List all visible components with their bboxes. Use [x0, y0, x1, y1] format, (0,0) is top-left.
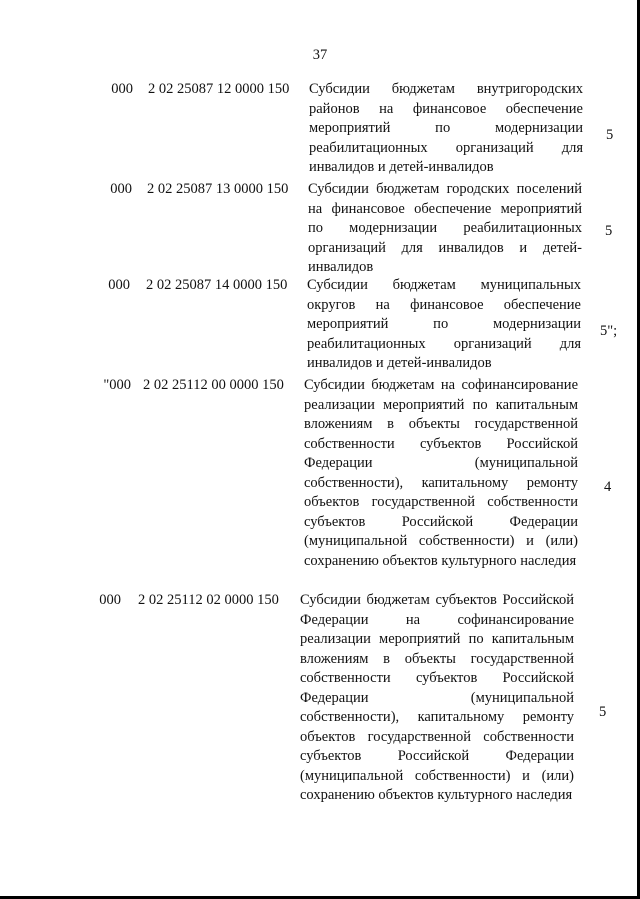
- value: 5: [606, 127, 614, 143]
- page-number: 37: [312, 47, 328, 63]
- admin-code: 000: [108, 277, 130, 293]
- kbk-code: 2 02 25112 00 0000 150: [143, 377, 284, 393]
- value: 4: [604, 479, 612, 495]
- kbk-code: 2 02 25112 02 0000 150: [138, 592, 279, 608]
- admin-code: 000: [99, 592, 121, 608]
- value: 5";: [600, 323, 618, 339]
- kbk-code: 2 02 25087 13 0000 150: [147, 181, 289, 197]
- admin-code: 000: [111, 81, 133, 97]
- income-name: Субсидии бюджетам субъектов Российской Федерации на софинансирование реализации мероприятий по капитальным вложениям в объекты государственной собственности субъектов Российской Федерации (муниципальной собственности), капитальному ремонту объектов государственной собственности субъектов Российской Федерации (муниципальной собственности) и (или) сохранению объектов культурного наследия: [300, 592, 574, 803]
- admin-code: "000: [103, 377, 131, 393]
- income-name: Субсидии бюджетам внутригородских районов на финансовое обеспечение мероприятий по модернизации реабилитационных организаций для инвалидов и детей-инвалидов: [309, 81, 583, 175]
- value: 5: [599, 704, 607, 720]
- income-name: Субсидии бюджетам городских поселений на финансовое обеспечение мероприятий по модернизации реабилитационных организаций для инвалидов и детей-инвалидов: [308, 181, 582, 275]
- kbk-code: 2 02 25087 14 0000 150: [146, 277, 288, 293]
- admin-code: 000: [110, 181, 132, 197]
- income-name: Субсидии бюджетам муниципальных округов на финансовое обеспечение мероприятий по модернизации реабилитационных организаций для инвалидов и детей-инвалидов: [307, 277, 581, 371]
- value: 5: [605, 223, 613, 239]
- kbk-code: 2 02 25087 12 0000 150: [148, 81, 290, 97]
- income-name: Субсидии бюджетам на софинансирование реализации мероприятий по капитальным вложениям в объекты государственной собственности субъектов Российской Федерации (муниципальной собственности), капитальному ремонту объектов государственной собственности субъектов Российской Федерации (муниципальной собственности) и (или) сохранению объектов культурного наследия: [304, 377, 578, 569]
